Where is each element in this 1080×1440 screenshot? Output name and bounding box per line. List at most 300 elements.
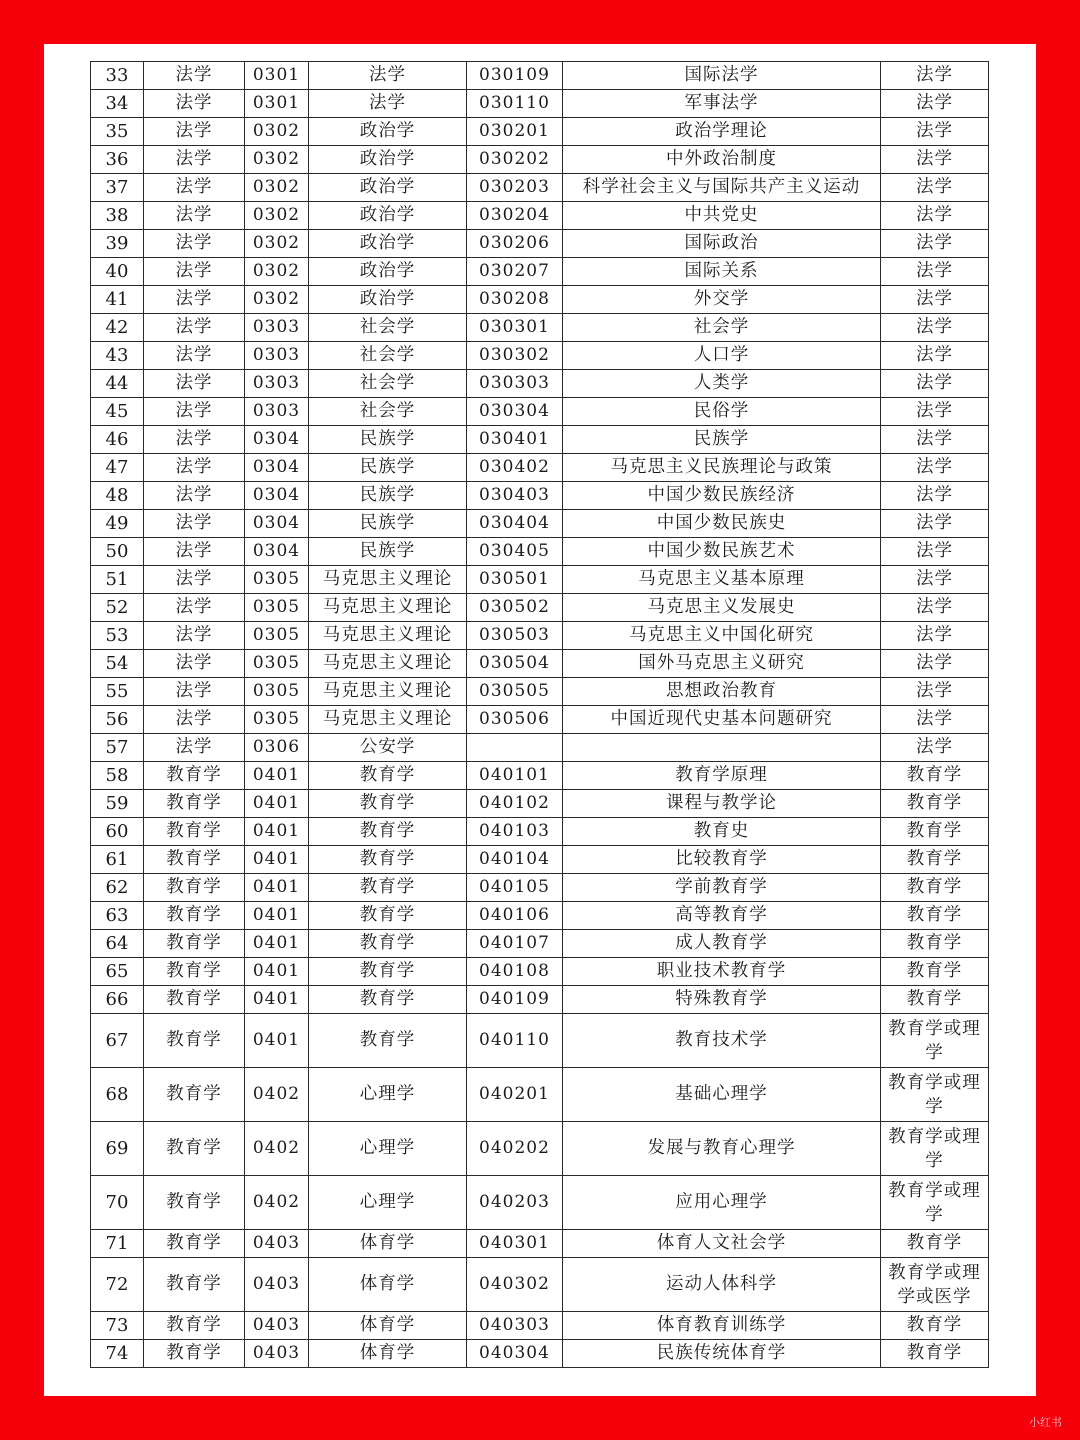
document-page — [44, 44, 1036, 1396]
cell-discipline-code: 0401 — [245, 930, 309, 958]
cell-number: 42 — [91, 314, 144, 342]
table-row — [91, 454, 989, 482]
cell-major: 社会学 — [563, 314, 881, 342]
cell-major: 马克思主义中国化研究 — [563, 622, 881, 650]
cell-number: 67 — [91, 1014, 144, 1068]
cell-major: 马克思主义基本原理 — [563, 566, 881, 594]
cell-degree: 法学 — [881, 202, 989, 230]
cell-category: 法学 — [144, 230, 245, 258]
cell-number: 73 — [91, 1312, 144, 1340]
cell-degree: 法学 — [881, 510, 989, 538]
cell-discipline-code: 0305 — [245, 566, 309, 594]
cell-discipline: 教育学 — [309, 818, 467, 846]
cell-category: 法学 — [144, 314, 245, 342]
cell-discipline-code: 0303 — [245, 342, 309, 370]
cell-category: 教育学 — [144, 1176, 245, 1230]
cell-degree: 法学 — [881, 230, 989, 258]
cell-discipline-code: 0302 — [245, 202, 309, 230]
cell-number: 41 — [91, 286, 144, 314]
table-row — [91, 846, 989, 874]
cell-number: 44 — [91, 370, 144, 398]
cell-degree: 教育学 — [881, 1312, 989, 1340]
cell-discipline: 马克思主义理论 — [309, 650, 467, 678]
cell-category: 法学 — [144, 454, 245, 482]
cell-major-code: 030504 — [467, 650, 563, 678]
cell-major-code: 040105 — [467, 874, 563, 902]
cell-major: 人口学 — [563, 342, 881, 370]
table-row — [91, 1122, 989, 1176]
cell-discipline-code: 0302 — [245, 230, 309, 258]
cell-category: 法学 — [144, 118, 245, 146]
cell-major: 科学社会主义与国际共产主义运动 — [563, 174, 881, 202]
cell-category: 教育学 — [144, 1014, 245, 1068]
cell-category: 法学 — [144, 566, 245, 594]
cell-major-code: 030403 — [467, 482, 563, 510]
cell-discipline: 教育学 — [309, 790, 467, 818]
cell-number: 54 — [91, 650, 144, 678]
cell-degree: 法学 — [881, 90, 989, 118]
cell-discipline: 体育学 — [309, 1312, 467, 1340]
cell-degree: 法学 — [881, 62, 989, 90]
cell-discipline-code: 0401 — [245, 958, 309, 986]
cell-number: 48 — [91, 482, 144, 510]
cell-discipline: 政治学 — [309, 230, 467, 258]
cell-major: 军事法学 — [563, 90, 881, 118]
cell-discipline: 政治学 — [309, 146, 467, 174]
cell-category: 法学 — [144, 622, 245, 650]
cell-major: 中国少数民族史 — [563, 510, 881, 538]
cell-major: 外交学 — [563, 286, 881, 314]
cell-discipline-code: 0304 — [245, 482, 309, 510]
cell-major-code: 030203 — [467, 174, 563, 202]
cell-discipline-code: 0401 — [245, 846, 309, 874]
cell-discipline: 民族学 — [309, 454, 467, 482]
cell-major-code: 040301 — [467, 1230, 563, 1258]
table-row — [91, 146, 989, 174]
cell-major: 民族传统体育学 — [563, 1340, 881, 1368]
cell-number: 60 — [91, 818, 144, 846]
cell-discipline-code: 0401 — [245, 874, 309, 902]
table-row — [91, 314, 989, 342]
table-body — [91, 62, 989, 1368]
cell-discipline-code: 0401 — [245, 790, 309, 818]
table-row — [91, 818, 989, 846]
cell-major: 思想政治教育 — [563, 678, 881, 706]
cell-major: 中外政治制度 — [563, 146, 881, 174]
cell-discipline-code: 0305 — [245, 706, 309, 734]
table-row — [91, 1068, 989, 1122]
cell-major — [563, 734, 881, 762]
discipline-table — [90, 61, 989, 1368]
cell-degree: 法学 — [881, 370, 989, 398]
cell-discipline: 社会学 — [309, 342, 467, 370]
cell-major-code: 040203 — [467, 1176, 563, 1230]
cell-discipline-code: 0303 — [245, 370, 309, 398]
cell-category: 教育学 — [144, 846, 245, 874]
cell-major: 马克思主义发展史 — [563, 594, 881, 622]
cell-discipline-code: 0402 — [245, 1122, 309, 1176]
cell-number: 57 — [91, 734, 144, 762]
table-row — [91, 930, 989, 958]
cell-discipline: 公安学 — [309, 734, 467, 762]
cell-number: 51 — [91, 566, 144, 594]
cell-major: 中国少数民族经济 — [563, 482, 881, 510]
cell-major-code: 040101 — [467, 762, 563, 790]
table-row — [91, 1176, 989, 1230]
cell-degree: 教育学 — [881, 902, 989, 930]
cell-discipline: 马克思主义理论 — [309, 706, 467, 734]
table-row — [91, 1340, 989, 1368]
cell-category: 教育学 — [144, 902, 245, 930]
cell-major: 国外马克思主义研究 — [563, 650, 881, 678]
cell-major-code: 030405 — [467, 538, 563, 566]
cell-discipline: 体育学 — [309, 1340, 467, 1368]
cell-number: 35 — [91, 118, 144, 146]
cell-major-code: 030301 — [467, 314, 563, 342]
cell-category: 教育学 — [144, 1122, 245, 1176]
cell-number: 58 — [91, 762, 144, 790]
cell-major: 中国少数民族艺术 — [563, 538, 881, 566]
cell-number: 38 — [91, 202, 144, 230]
table-row — [91, 958, 989, 986]
cell-discipline: 民族学 — [309, 482, 467, 510]
cell-discipline-code: 0305 — [245, 622, 309, 650]
cell-major-code: 040303 — [467, 1312, 563, 1340]
cell-major-code: 040304 — [467, 1340, 563, 1368]
cell-number: 71 — [91, 1230, 144, 1258]
cell-discipline: 马克思主义理论 — [309, 622, 467, 650]
cell-discipline-code: 0304 — [245, 454, 309, 482]
cell-category: 教育学 — [144, 986, 245, 1014]
cell-major-code: 040103 — [467, 818, 563, 846]
cell-discipline: 政治学 — [309, 286, 467, 314]
table-row — [91, 538, 989, 566]
table-row — [91, 510, 989, 538]
cell-discipline-code: 0303 — [245, 314, 309, 342]
table-row — [91, 62, 989, 90]
cell-major: 体育教育训练学 — [563, 1312, 881, 1340]
table-row — [91, 678, 989, 706]
cell-number: 59 — [91, 790, 144, 818]
cell-major: 人类学 — [563, 370, 881, 398]
cell-major-code: 030208 — [467, 286, 563, 314]
table-row — [91, 258, 989, 286]
cell-number: 63 — [91, 902, 144, 930]
cell-major-code: 030501 — [467, 566, 563, 594]
cell-number: 55 — [91, 678, 144, 706]
cell-discipline-code: 0304 — [245, 538, 309, 566]
cell-discipline: 马克思主义理论 — [309, 678, 467, 706]
cell-major-code: 040102 — [467, 790, 563, 818]
cell-major: 民俗学 — [563, 398, 881, 426]
table-row — [91, 902, 989, 930]
cell-major-code: 030110 — [467, 90, 563, 118]
cell-degree: 法学 — [881, 734, 989, 762]
cell-degree: 法学 — [881, 118, 989, 146]
cell-degree: 法学 — [881, 314, 989, 342]
cell-degree: 教育学 — [881, 846, 989, 874]
cell-discipline: 民族学 — [309, 426, 467, 454]
cell-major: 教育技术学 — [563, 1014, 881, 1068]
cell-category: 教育学 — [144, 818, 245, 846]
cell-discipline-code: 0303 — [245, 398, 309, 426]
cell-major: 民族学 — [563, 426, 881, 454]
cell-category: 法学 — [144, 146, 245, 174]
cell-major-code: 030401 — [467, 426, 563, 454]
cell-number: 68 — [91, 1068, 144, 1122]
table-row — [91, 986, 989, 1014]
cell-major: 体育人文社会学 — [563, 1230, 881, 1258]
cell-degree: 教育学 — [881, 1340, 989, 1368]
cell-number: 62 — [91, 874, 144, 902]
cell-discipline: 法学 — [309, 90, 467, 118]
cell-major-code: 030303 — [467, 370, 563, 398]
cell-major: 比较教育学 — [563, 846, 881, 874]
cell-category: 法学 — [144, 258, 245, 286]
cell-major: 国际法学 — [563, 62, 881, 90]
cell-discipline-code: 0403 — [245, 1230, 309, 1258]
table-row — [91, 874, 989, 902]
cell-category: 法学 — [144, 62, 245, 90]
cell-category: 法学 — [144, 734, 245, 762]
cell-discipline: 马克思主义理论 — [309, 566, 467, 594]
cell-discipline-code: 0302 — [245, 146, 309, 174]
cell-category: 教育学 — [144, 1068, 245, 1122]
cell-discipline: 教育学 — [309, 874, 467, 902]
cell-category: 法学 — [144, 650, 245, 678]
cell-discipline: 教育学 — [309, 762, 467, 790]
table-row — [91, 202, 989, 230]
cell-number: 61 — [91, 846, 144, 874]
cell-category: 法学 — [144, 594, 245, 622]
cell-category: 法学 — [144, 342, 245, 370]
cell-category: 法学 — [144, 482, 245, 510]
cell-discipline-code: 0403 — [245, 1312, 309, 1340]
cell-degree: 教育学 — [881, 930, 989, 958]
cell-number: 64 — [91, 930, 144, 958]
cell-category: 教育学 — [144, 790, 245, 818]
cell-discipline-code: 0302 — [245, 118, 309, 146]
cell-major: 发展与教育心理学 — [563, 1122, 881, 1176]
cell-category: 法学 — [144, 426, 245, 454]
table-row — [91, 622, 989, 650]
cell-discipline-code: 0401 — [245, 902, 309, 930]
cell-category: 教育学 — [144, 958, 245, 986]
cell-major: 国际关系 — [563, 258, 881, 286]
table-row — [91, 1230, 989, 1258]
cell-number: 56 — [91, 706, 144, 734]
cell-discipline: 政治学 — [309, 174, 467, 202]
cell-category: 教育学 — [144, 930, 245, 958]
table-row — [91, 566, 989, 594]
table-row — [91, 650, 989, 678]
table-row — [91, 594, 989, 622]
cell-discipline-code: 0305 — [245, 650, 309, 678]
table-row — [91, 230, 989, 258]
cell-major: 基础心理学 — [563, 1068, 881, 1122]
cell-category: 法学 — [144, 706, 245, 734]
table-row — [91, 790, 989, 818]
cell-discipline-code: 0304 — [245, 426, 309, 454]
cell-discipline: 教育学 — [309, 1014, 467, 1068]
cell-discipline-code: 0401 — [245, 986, 309, 1014]
cell-number: 43 — [91, 342, 144, 370]
cell-number: 70 — [91, 1176, 144, 1230]
cell-major-code: 030505 — [467, 678, 563, 706]
cell-degree: 法学 — [881, 342, 989, 370]
cell-discipline-code: 0403 — [245, 1258, 309, 1312]
cell-major-code: 030402 — [467, 454, 563, 482]
cell-category: 教育学 — [144, 762, 245, 790]
cell-degree: 教育学或理学 — [881, 1122, 989, 1176]
cell-degree: 法学 — [881, 538, 989, 566]
cell-major: 应用心理学 — [563, 1176, 881, 1230]
cell-major-code: 040106 — [467, 902, 563, 930]
cell-major-code: 030201 — [467, 118, 563, 146]
cell-discipline: 民族学 — [309, 538, 467, 566]
cell-major-code: 030206 — [467, 230, 563, 258]
cell-category: 法学 — [144, 90, 245, 118]
cell-discipline-code: 0302 — [245, 258, 309, 286]
cell-major: 国际政治 — [563, 230, 881, 258]
cell-major-code: 030506 — [467, 706, 563, 734]
cell-discipline: 心理学 — [309, 1068, 467, 1122]
cell-number: 52 — [91, 594, 144, 622]
table-row — [91, 706, 989, 734]
cell-discipline: 体育学 — [309, 1230, 467, 1258]
table-row — [91, 1014, 989, 1068]
cell-major: 中共党史 — [563, 202, 881, 230]
cell-major-code: 030109 — [467, 62, 563, 90]
cell-number: 53 — [91, 622, 144, 650]
cell-discipline-code: 0301 — [245, 90, 309, 118]
cell-degree: 教育学 — [881, 958, 989, 986]
cell-major-code: 030204 — [467, 202, 563, 230]
cell-number: 34 — [91, 90, 144, 118]
cell-number: 49 — [91, 510, 144, 538]
cell-discipline: 法学 — [309, 62, 467, 90]
cell-number: 37 — [91, 174, 144, 202]
cell-major-code: 040302 — [467, 1258, 563, 1312]
cell-number: 50 — [91, 538, 144, 566]
cell-discipline-code: 0304 — [245, 510, 309, 538]
cell-major-code: 040110 — [467, 1014, 563, 1068]
cell-number: 39 — [91, 230, 144, 258]
cell-number: 66 — [91, 986, 144, 1014]
cell-major: 教育史 — [563, 818, 881, 846]
cell-major-code: 030404 — [467, 510, 563, 538]
cell-major: 运动人体科学 — [563, 1258, 881, 1312]
cell-number: 46 — [91, 426, 144, 454]
cell-degree: 法学 — [881, 482, 989, 510]
cell-degree: 教育学或理学 — [881, 1068, 989, 1122]
cell-discipline: 政治学 — [309, 258, 467, 286]
cell-degree: 教育学 — [881, 1230, 989, 1258]
cell-category: 法学 — [144, 678, 245, 706]
cell-number: 33 — [91, 62, 144, 90]
cell-discipline: 教育学 — [309, 958, 467, 986]
table-row — [91, 286, 989, 314]
cell-major-code: 040104 — [467, 846, 563, 874]
cell-degree: 教育学或理学 — [881, 1014, 989, 1068]
cell-discipline-code: 0305 — [245, 594, 309, 622]
cell-category: 法学 — [144, 286, 245, 314]
cell-discipline-code: 0302 — [245, 174, 309, 202]
cell-degree: 教育学 — [881, 986, 989, 1014]
cell-degree: 法学 — [881, 566, 989, 594]
cell-number: 72 — [91, 1258, 144, 1312]
cell-category: 法学 — [144, 510, 245, 538]
cell-discipline: 教育学 — [309, 846, 467, 874]
cell-degree: 教育学 — [881, 874, 989, 902]
cell-major: 马克思主义民族理论与政策 — [563, 454, 881, 482]
cell-major-code: 040202 — [467, 1122, 563, 1176]
cell-major: 高等教育学 — [563, 902, 881, 930]
cell-degree: 法学 — [881, 146, 989, 174]
cell-degree: 教育学 — [881, 818, 989, 846]
cell-number: 45 — [91, 398, 144, 426]
cell-discipline: 社会学 — [309, 398, 467, 426]
cell-discipline: 教育学 — [309, 930, 467, 958]
cell-category: 教育学 — [144, 874, 245, 902]
cell-discipline: 心理学 — [309, 1122, 467, 1176]
cell-discipline: 政治学 — [309, 118, 467, 146]
cell-major: 政治学理论 — [563, 118, 881, 146]
cell-category: 教育学 — [144, 1258, 245, 1312]
cell-degree: 法学 — [881, 706, 989, 734]
cell-category: 教育学 — [144, 1312, 245, 1340]
cell-major: 中国近现代史基本问题研究 — [563, 706, 881, 734]
cell-major-code: 040201 — [467, 1068, 563, 1122]
table-row — [91, 482, 989, 510]
table-row — [91, 1312, 989, 1340]
cell-major-code: 040109 — [467, 986, 563, 1014]
cell-discipline: 民族学 — [309, 510, 467, 538]
cell-discipline: 体育学 — [309, 1258, 467, 1312]
cell-number: 36 — [91, 146, 144, 174]
cell-major: 职业技术教育学 — [563, 958, 881, 986]
cell-major-code: 040107 — [467, 930, 563, 958]
cell-degree: 教育学或理学或医学 — [881, 1258, 989, 1312]
cell-discipline-code: 0403 — [245, 1340, 309, 1368]
cell-discipline-code: 0401 — [245, 818, 309, 846]
cell-number: 74 — [91, 1340, 144, 1368]
table-row — [91, 370, 989, 398]
cell-degree: 法学 — [881, 622, 989, 650]
cell-number: 65 — [91, 958, 144, 986]
cell-number: 40 — [91, 258, 144, 286]
table-row — [91, 426, 989, 454]
cell-major-code: 030302 — [467, 342, 563, 370]
cell-major-code: 030502 — [467, 594, 563, 622]
cell-discipline: 教育学 — [309, 902, 467, 930]
table-row — [91, 174, 989, 202]
cell-category: 法学 — [144, 174, 245, 202]
cell-major: 特殊教育学 — [563, 986, 881, 1014]
table-row — [91, 118, 989, 146]
cell-degree: 法学 — [881, 594, 989, 622]
cell-degree: 法学 — [881, 678, 989, 706]
cell-discipline: 教育学 — [309, 986, 467, 1014]
table-row — [91, 90, 989, 118]
cell-discipline: 马克思主义理论 — [309, 594, 467, 622]
cell-discipline-code: 0305 — [245, 678, 309, 706]
cell-discipline-code: 0306 — [245, 734, 309, 762]
cell-major-code — [467, 734, 563, 762]
cell-category: 法学 — [144, 370, 245, 398]
cell-major-code: 030304 — [467, 398, 563, 426]
cell-category: 教育学 — [144, 1340, 245, 1368]
